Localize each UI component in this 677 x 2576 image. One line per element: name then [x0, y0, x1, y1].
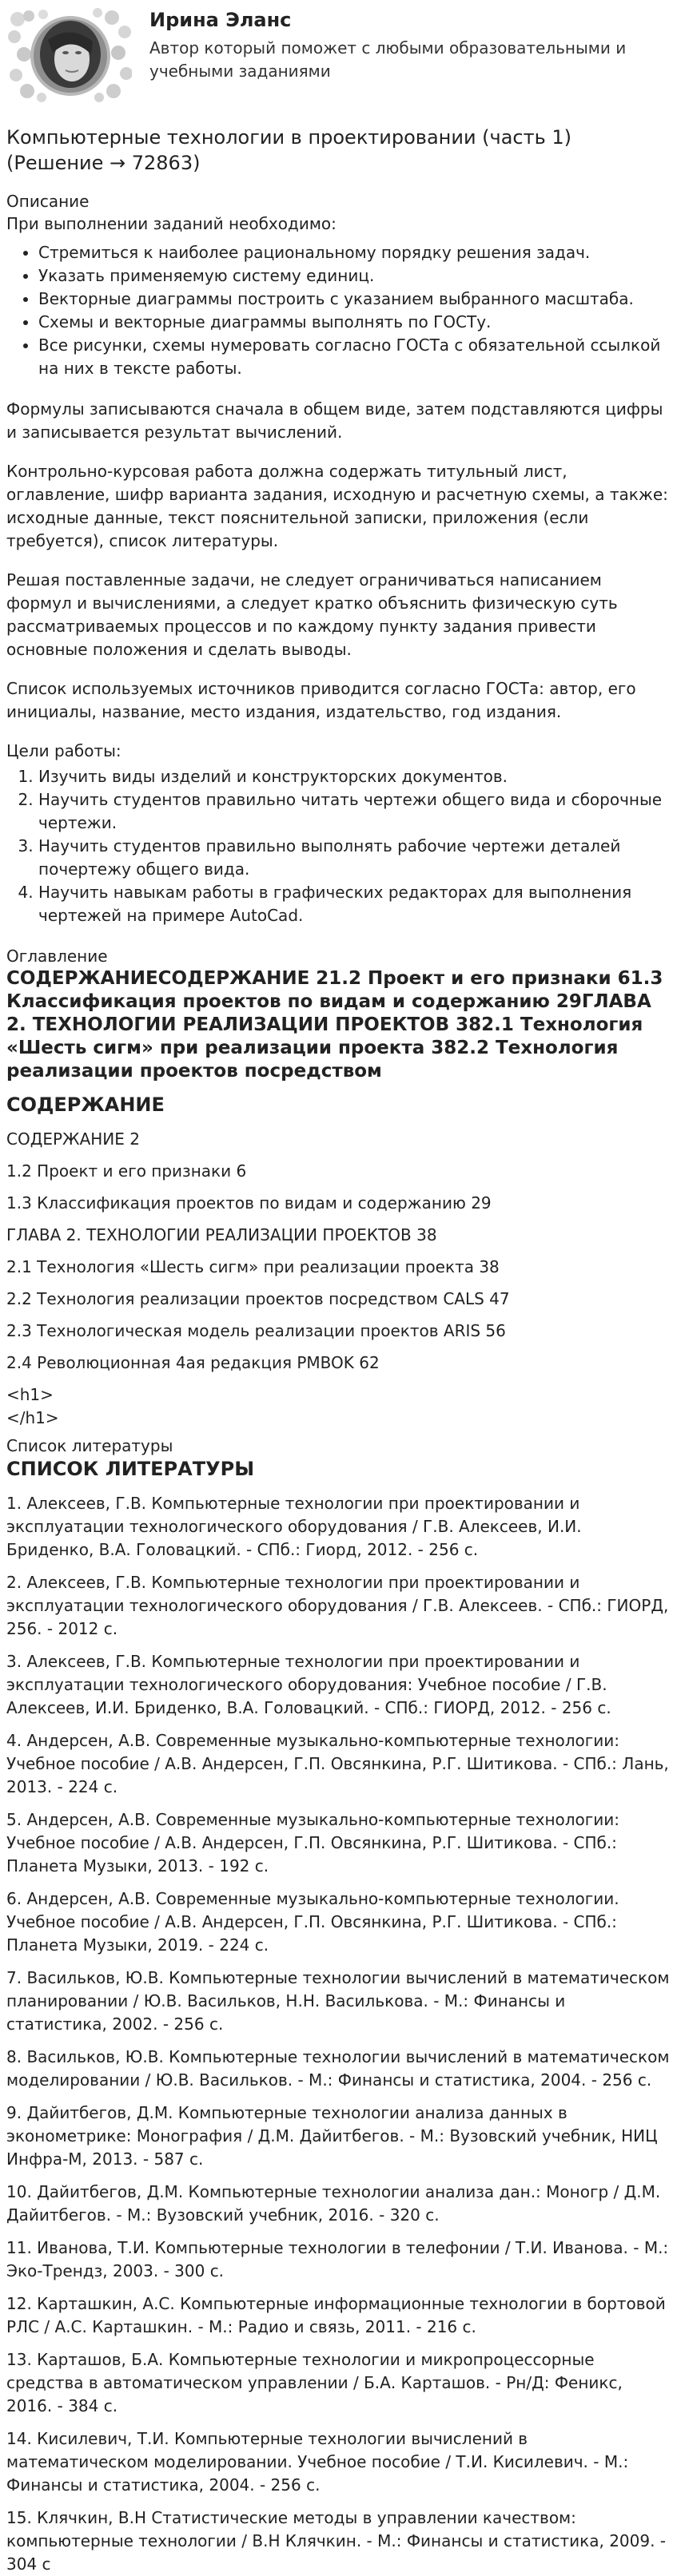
reference-item: 13. Карташов, Б.А. Компьютерные технологии и микропроцессорные средства в автоматическом управлении / Б.А. Карташов. - Рн/Д: Феникс, 2016. - 384 c.: [6, 2350, 623, 2415]
toc-label: Оглавление: [6, 947, 108, 966]
reference-item: 1. Алексеев, Г.В. Компьютерные технологии при проектировании и эксплуатации технологического оборудования / Г.В. Алексеев, И.И. Бриденко, В.А. Головацкий. - СПб.: Гиорд, 2012. - 256 c.: [6, 1494, 582, 1559]
list-item: • Схемы и векторные диаграммы выполнять по ГОСТу.: [38, 311, 671, 334]
literature-label: Список литературы: [6, 1436, 173, 1455]
reference-item: 11. Иванова, Т.И. Компьютерные технологии в телефонии / Т.И. Иванова. - М.: Эко-Трендз, 2003. - 300 c.: [6, 2238, 669, 2280]
toc-line: 2.4 Революционная 4ая редакция PMBOK 62: [6, 1353, 380, 1372]
list-item: • Указать применяемую систему единиц.: [38, 264, 671, 288]
reference-item: 10. Дайитбегов, Д.М. Компьютерные технологии анализа дан.: Моногр / Д.М. Дайитбегов. - М.: Вузовский учебник, 2016. - 320 c.: [6, 2182, 661, 2225]
requirements-list: [6, 241, 671, 380]
list-item: 3. Научить студентов правильно выполнять рабочие чертежи деталей почертежу общего вида.: [38, 835, 671, 881]
author-name[interactable]: Ирина Эланс: [149, 9, 292, 31]
paragraph: Формулы записываются сначала в общем виде, затем подставляются цифры и записывается результат вычислений.: [6, 399, 663, 442]
reference-item: 4. Андерсен, А.В. Современные музыкально-компьютерные технологии: Учебное пособие / А.В. Андерсен, Г.П. Овсянкина, Р.Г. Шитикова. - СПб.: Лань, 2013. - 224 c.: [6, 1731, 669, 1796]
description-label: Описание: [6, 192, 90, 211]
reference-item: 14. Кисилевич, Т.И. Компьютерные технологии вычислений в математическом моделировании. Учебное пособие / Т.И. Кисилевич. - М.: Финансы и статистика, 2004. - 256 c.: [6, 2429, 629, 2495]
toc-line: 2.1 Технология «Шесть сигм» при реализации проекта 38: [6, 1257, 500, 1276]
list-item: • Векторные диаграммы построить с указанием выбранного масштаба.: [38, 288, 671, 311]
list-item: • Стремиться к наиболее рациональному порядку решения задач.: [38, 241, 671, 264]
literature-heading: СПИСОК ЛИТЕРАТУРЫ: [6, 1458, 255, 1480]
reference-item: 7. Васильков, Ю.В. Компьютерные технологии вычислений в математическом планировании / Ю.В. Васильков, Н.Н. Василькова. - М.: Финансы и статистика, 2002. - 256 c.: [6, 1968, 670, 2034]
toc-line: 1.3 Классификация проектов по видам и содержанию 29: [6, 1193, 492, 1213]
paragraph: Решая поставленные задачи, не следует ограничиваться написанием формул и вычислениями, а следует кратко объяснить физическую суть рассматриваемых процессов и по каждому пункту задания привести основные положения и сделать выводы.: [6, 570, 618, 659]
toc-line: 2.3 Технологическая модель реализации проектов ARIS 56: [6, 1321, 506, 1340]
paragraph: Список используемых источников приводится согласно ГОСТа: автор, его инициалы, название, место издания, издательство, год издания.: [6, 679, 636, 721]
author-bio: Автор который поможет с любыми образовательными и учебными заданиями: [149, 38, 627, 81]
paragraph: Контрольно-курсовая работа должна содержать титульный лист, оглавление, шифр варианта задания, исходную и расчетную схемы, а также: исходные данные, текст пояснительной записки, приложения (если требуется), список литературы.: [6, 462, 668, 550]
author-avatar: [8, 8, 132, 102]
raw-open-tag: <h1>: [6, 1385, 54, 1404]
reference-item: 5. Андерсен, А.В. Современные музыкально-компьютерные технологии: Учебное пособие / А.В. Андерсен, Г.П. Овсянкина, Р.Г. Шитикова. - СПб.: Планета Музыки, 2013. - 192 c.: [6, 1810, 620, 1875]
toc-line: 1.2 Проект и его признаки 6: [6, 1161, 247, 1181]
author-header: [6, 6, 671, 112]
toc-summary: СОДЕРЖАНИЕСОДЕРЖАНИЕ 21.2 Проект и его признаки 61.3 Классификация проектов по видам и содержанию 29ГЛАВА 2. ТЕХНОЛОГИИ РЕАЛИЗАЦИИ ПРОЕКТОВ 382.1 Технология «Шесть сигм» при реализации проекта 382.2 Технология реализации проектов посредством: [6, 968, 663, 1082]
list-item: 4. Научить навыкам работы в графических редакторах для выполнения чертежей на примере AutoCad.: [38, 881, 671, 927]
toc-line: ГЛАВА 2. ТЕХНОЛОГИИ РЕАЛИЗАЦИИ ПРОЕКТОВ 38: [6, 1225, 437, 1244]
toc-line: 2.2 Технология реализации проектов посредством CALS 47: [6, 1289, 510, 1308]
list-item: 1. Изучить виды изделий и конструкторских документов.: [38, 765, 671, 788]
goals-list: [6, 765, 671, 927]
raw-close-tag: </h1>: [6, 1408, 59, 1427]
reference-item: 9. Дайитбегов, Д.М. Компьютерные технологии анализа данных в эконометрике: Монография / Д.М. Дайитбегов. - М.: Вузовский учебник, НИЦ Инфра-М, 2013. - 587 c.: [6, 2103, 658, 2169]
raw-html-tags: [6, 1383, 671, 1430]
goals-label: Цели работы:: [6, 741, 121, 760]
reference-item: 2. Алексеев, Г.В. Компьютерные технологии при проектировании и эксплуатации технологического оборудования / Г.В. Алексеев. - СПб.: ГИОРД, 256. - 2012 c.: [6, 1573, 669, 1638]
reference-item: 8. Васильков, Ю.В. Компьютерные технологии вычислений в математическом моделировании / Ю.В. Васильков. - М.: Финансы и статистика, 2004. - 256 c.: [6, 2047, 670, 2090]
list-item: 2. Научить студентов правильно читать чертежи общего вида и сборочные чертежи.: [38, 788, 671, 835]
work-title: Компьютерные технологии в проектировании (часть 1) (Решение → 72863): [6, 126, 572, 174]
list-item: • Все рисунки, схемы нумеровать согласно ГОСТа с обязательной ссылкой на них в тексте работы.: [38, 334, 671, 380]
toc-line: СОДЕРЖАНИЕ 2: [6, 1129, 140, 1149]
description-intro: При выполнении заданий необходимо:: [6, 214, 337, 233]
reference-item: 3. Алексеев, Г.В. Компьютерные технологии при проектировании и эксплуатации технологического оборудования: Учебное пособие / Г.В. Алексеев, И.И. Бриденко, В.А. Головацкий. - СПб.: ГИОРД, 2012. - 256 c.: [6, 1652, 611, 1717]
reference-item: 6. Андерсен, А.В. Современные музыкально-компьютерные технологии. Учебное пособие / А.В. Андерсен, Г.П. Овсянкина, Р.Г. Шитикова. - СПб.: Планета Музыки, 2019. - 224 c.: [6, 1889, 619, 1955]
reference-item: 15. Клячкин, В.Н Статистические методы в управлении качеством: компьютерные технологии / В.Н Клячкин. - М.: Финансы и статистика, 2009. - 304 c: [6, 2508, 667, 2574]
reference-item: 12. Карташкин, А.С. Компьютерные информационные технологии в бортовой РЛС / А.С. Карташкин. - М.: Радио и связь, 2011. - 216 c.: [6, 2294, 666, 2336]
toc-heading: СОДЕРЖАНИЕ: [6, 1094, 165, 1116]
